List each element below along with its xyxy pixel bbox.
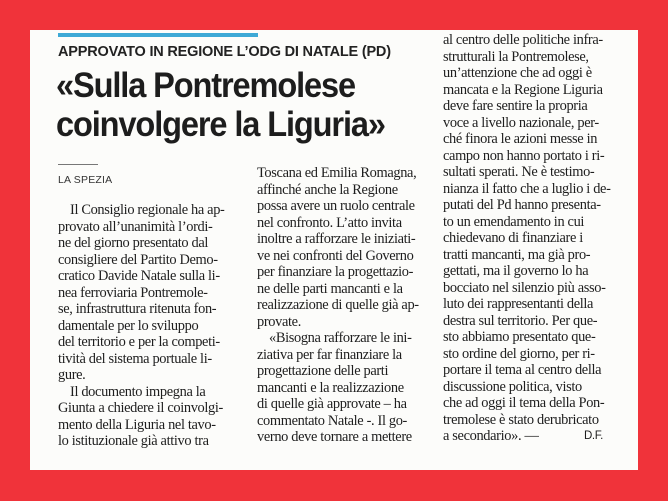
- text-line: provate.: [257, 313, 301, 330]
- text-line: campo non hanno portato i ri-: [443, 147, 605, 164]
- text-line: nianza il fatto che a luglio i de-: [443, 180, 611, 197]
- text-line: del territorio e per la competi-: [58, 334, 220, 350]
- text-line: ne del giorno presentato dal: [58, 235, 209, 251]
- text-line: ché finora le azioni messe in: [443, 131, 598, 147]
- text-line: Il documento impegna la: [70, 383, 206, 400]
- text-line: tremolese è stato derubricato: [443, 411, 599, 428]
- text-line: commentato Natale -. Il go-: [257, 412, 407, 429]
- text-line: un’attenzione che ad oggi è: [443, 65, 592, 81]
- text-line: lo istituzionale già attivo tra: [58, 433, 209, 449]
- headline-line: «Sulla Pontremolese: [56, 66, 355, 105]
- text-line: bocciato nel silenzio più asso-: [443, 279, 606, 296]
- text-line: ve nei confronti del Governo: [257, 247, 414, 264]
- text-line: possa avere un ruolo centrale: [257, 198, 415, 214]
- text-line: provato all’unanimità l’ordi-: [58, 218, 213, 235]
- text-line: damentale per lo sviluppo: [58, 317, 199, 334]
- text-line: gettati, ma il governo lo ha: [443, 263, 589, 279]
- kicker: APPROVATO IN REGIONE L’ODG DI NATALE (PD): [58, 44, 391, 60]
- text-line: chiedevano di finanziare i: [443, 230, 583, 246]
- text-line: luto dei rappresentanti della: [443, 296, 594, 312]
- text-line: che ad oggi il tema della Pon-: [443, 395, 605, 411]
- dateline: LA SPEZIA: [58, 174, 113, 186]
- text-line: affinché anche la Regione: [257, 181, 398, 198]
- article-column-2: [257, 165, 443, 446]
- text-line: putati del Pd hanno presenta-: [443, 197, 601, 213]
- text-line: «Bisogna rafforzare le ini-: [269, 330, 412, 346]
- headline: [56, 66, 419, 144]
- text-line: consigliere del Partito Demo-: [58, 251, 218, 268]
- text-line: mancanti e la realizzazione: [257, 379, 404, 396]
- text-line: gure.: [58, 367, 86, 383]
- text-line: cratico Davide Natale sulla li-: [58, 268, 220, 284]
- text-line: di quelle già approvate – ha: [257, 396, 407, 412]
- text-line: inoltre a rafforzare le iniziati-: [257, 231, 416, 247]
- text-line: discussione politica, visto: [443, 378, 582, 395]
- text-line: mento della Liguria nel tavo-: [58, 416, 216, 433]
- text-line: strutturali la Pontremolese,: [443, 48, 589, 65]
- newspaper-clipping: [30, 30, 638, 470]
- text-line: a secondario». —: [443, 428, 539, 444]
- text-line: to un emendamento in cui: [443, 213, 585, 230]
- text-line: tività del sistema portuale li-: [58, 350, 212, 367]
- text-line: per finanziare la progettazio-: [257, 264, 414, 280]
- article-column-3: [443, 32, 633, 445]
- text-line: se, infrastruttura ritenuta fon-: [58, 301, 217, 317]
- text-line: ne delle parti mancanti e la: [257, 280, 403, 297]
- text-line: nea ferroviaria Pontremole-: [58, 284, 208, 301]
- text-line: al centro delle politiche infra-: [443, 32, 603, 48]
- text-line: mancata e la Regione Liguria: [443, 81, 603, 98]
- closing-line: [443, 428, 603, 445]
- text-line: portare il tema al centro della: [443, 362, 602, 378]
- text-line: sto ordine del giorno, per ri-: [443, 345, 595, 362]
- accent-bar: [58, 33, 258, 37]
- text-line: realizzazione di quelle già ap-: [257, 297, 419, 313]
- dateline-rule: [58, 164, 98, 165]
- headline-line: coinvolgere la Liguria»: [56, 105, 385, 144]
- text-line: Giunta a chiedere il coinvolgi-: [58, 400, 223, 416]
- text-line: deve fare sentire la propria: [443, 98, 588, 114]
- author-signature: D.F.: [583, 430, 603, 442]
- text-line: sultati sperati. Ne è testimo-: [443, 164, 595, 180]
- text-line: nel confronto. L’atto invita: [257, 214, 402, 231]
- text-line: tratti mancanti, ma già pro-: [443, 246, 591, 263]
- text-line: Il Consiglio regionale ha ap-: [70, 202, 225, 218]
- text-line: verno deve tornare a mettere: [257, 429, 412, 445]
- text-line: progettazione delle parti: [257, 363, 389, 379]
- text-line: voce a livello nazionale, per-: [443, 114, 599, 131]
- text-line: Toscana ed Emilia Romagna,: [257, 165, 417, 181]
- text-line: sto abbiamo presentato que-: [443, 329, 596, 345]
- text-line: ziativa per far finanziare la: [257, 346, 402, 363]
- text-line: destra sul territorio. Per que-: [443, 312, 598, 329]
- article-column-1: [58, 202, 244, 450]
